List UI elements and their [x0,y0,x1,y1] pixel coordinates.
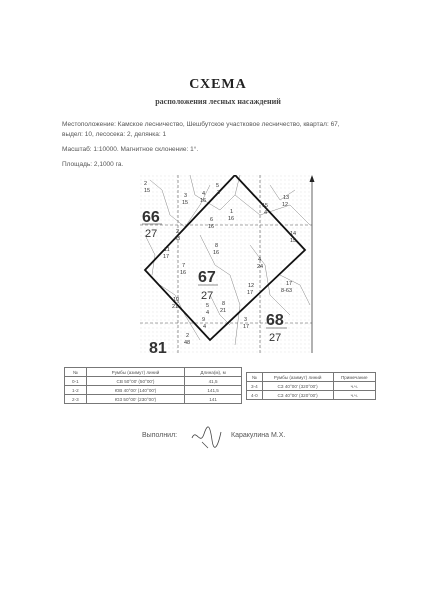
stand-label-index: 15 [290,238,297,244]
quarter-number: 67 [198,269,216,286]
stand-label-number: 1 [230,209,234,215]
stand-label-number: 2 [176,229,180,235]
quarter-number: 68 [266,312,284,329]
scale-line: Масштаб: 1:10000. Магнитное склонение: 1°. [62,146,199,153]
table-cell: 0-1 [65,377,87,386]
stand-label-number: 11 [164,247,170,253]
quarter-index: 27 [201,290,214,302]
stand-label-number: 4 [258,257,262,263]
signature-label: Выполнил: [142,432,178,439]
table-cell: СЗ 40°00' (320°00') [262,382,333,391]
table-cell: ЮВ 40°00' (140°00') [86,386,184,395]
stand-label-number: 8 [215,243,219,249]
stand-label-number: 3 [184,193,188,199]
stand-label-number: 2 [144,181,148,187]
bearings-table-right [246,372,376,400]
stand-label-index: 16 [208,224,215,230]
stand-label-number: 6 [210,217,214,223]
table-header: № [65,368,87,377]
stand-label-number: 13 [283,195,290,201]
stand-label-index: 43 [174,236,181,242]
table-header: Длина(м), м [185,368,242,377]
table-header: № [247,373,263,382]
stand-label-number: 15 [262,203,269,209]
quarter-index: 27 [145,228,158,240]
stand-label-number: 17 [286,281,293,287]
table-row [65,386,242,395]
quarter-index: 27 [269,332,282,344]
stand-label-index: 21 [220,308,227,314]
stand-label-index: 17 [163,254,170,260]
table-cell: ч.ч. [333,391,376,400]
stand-label-index: 3 [217,190,221,196]
stand-label-index: 4 [206,310,210,316]
stand-label-index: 17 [247,290,254,296]
stand-label-number: 5 [216,183,220,189]
table-cell: ч.ч. [333,382,376,391]
forest-plot-map [140,175,320,355]
stand-label-index: 21 [172,304,179,310]
area-line: Площадь: 2,1000 га. [62,161,124,168]
stand-label-number: 3 [244,317,248,323]
stand-label-index: 16 [200,198,207,204]
table-cell: ЮЗ 50°00' (230°00') [86,395,184,404]
table-cell: 141 [185,395,242,404]
table-cell: 2-3 [65,395,87,404]
table-cell: 1-2 [65,386,87,395]
table-cell: 4-0 [247,391,263,400]
stand-label-number: 10 [173,297,180,303]
stand-label-number: 2 [186,333,190,339]
stand-label-number: 4 [202,191,206,197]
table-cell: СЗ 40°00' (320°00') [262,391,333,400]
stand-label-index: 12 [282,202,289,208]
stand-label-number: 12 [248,283,255,289]
location-line-2: выдел: 10, лесосека: 2, делянка: 1 [62,131,167,138]
stand-label-index: 24 [257,264,264,270]
table-header: Румбы (азимут) линий [86,368,184,377]
page-title: СХЕМА [189,77,247,92]
stand-label-number: 14 [290,231,297,237]
stand-label-index: 48 [184,340,191,346]
quarter-number: 81 [149,340,167,355]
stand-label-index: 4 [264,210,268,216]
signature-scribble [190,424,224,450]
stand-label-index: 16 [180,270,187,276]
table-header: Примечание [333,373,376,382]
stand-label-index: 16 [213,250,220,256]
table-header: Румбы (азимут) линий [262,373,333,382]
stand-label-index: 15 [144,188,151,194]
stand-label-index: 8-63 [281,288,293,294]
stand-label-index: 17 [243,324,250,330]
table-cell: 41,5 [185,377,242,386]
location-line: Местоположение: Камское лесничество, Шешбутское участковое лесничество, квартал: 67, [62,121,340,128]
stand-label-index: 16 [228,216,235,222]
table-row [65,395,242,404]
bearings-table-left [64,367,242,404]
stand-label-number: 5 [206,303,210,309]
table-row [247,391,376,400]
stand-label-index: 4 [203,324,207,330]
table-cell: 3-4 [247,382,263,391]
table-row [65,377,242,386]
quarter-number: 66 [142,209,160,226]
stand-label-number: 7 [182,263,186,269]
stand-label-number: 8 [222,301,226,307]
stand-label-index: 15 [182,200,189,206]
page-subtitle: расположения лесных насаждений [155,97,281,106]
table-row [247,382,376,391]
table-cell: СВ 50°00' (50°00') [86,377,184,386]
stand-label-number: 9 [202,317,206,323]
signature-name: Каракулина М.Х. [231,432,286,439]
table-cell: 141,5 [185,386,242,395]
